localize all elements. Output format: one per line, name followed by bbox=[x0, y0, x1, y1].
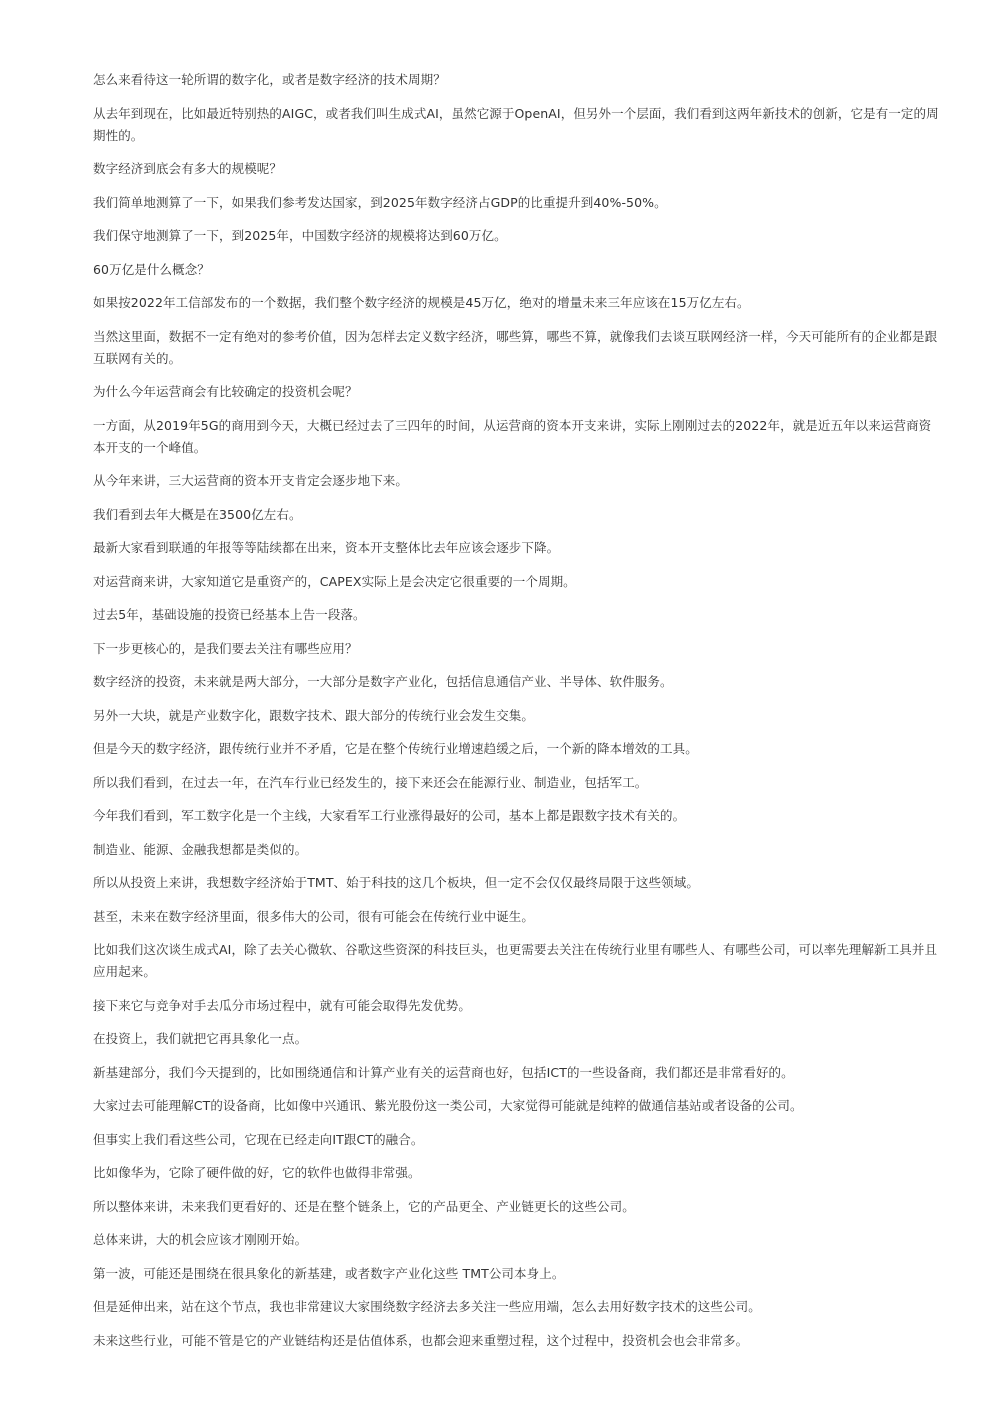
paragraph-20: 所以我们看到，在过去一年，在汽车行业已经发生的，接下来还会在能源行业、制造业，包括军工。 bbox=[93, 774, 648, 790]
paragraph-1: 怎么来看待这一轮所谓的数字化，或者是数字经济的技术周期？ bbox=[93, 72, 446, 87]
paragraph-25: 比如我们这次谈生成式AI，除了去关心微软、谷歌这些资深的科技巨头，也更需要去关注在传统行业里有哪些人、有哪些公司，可以率先理解新工具并且应用起来。 bbox=[93, 942, 938, 979]
paragraph-6: 60万亿是什么概念？ bbox=[93, 261, 210, 277]
paragraph-10: 一方面，从2019年5G的商用到今天，大概已经过去了三四年的时间，从运营商的资本开支来讲，实际上刚刚过去的2022年，就是近五年以来运营商资本开支的一个峰值。 bbox=[93, 417, 932, 455]
paragraph-36: 未来这些行业，可能不管是它的产业链结构还是估值体系，也都会迎来重塑过程，这个过程中，投资机会也会非常多。 bbox=[93, 1332, 749, 1348]
paragraph-16: 下一步更核心的，是我们要去关注有哪些应用？ bbox=[93, 640, 358, 656]
paragraph-35: 但是延伸出来，站在这个节点，我也非常建议大家围绕数字经济去多关注一些应用端，怎么去用好数字技术的这些公司。 bbox=[93, 1299, 761, 1314]
paragraph-9: 为什么今年运营商会有比较确定的投资机会呢？ bbox=[93, 384, 358, 399]
paragraph-21: 今年我们看到，军工数字化是一个主线，大家看军工行业涨得最好的公司，基本上都是跟数字技术有关的。 bbox=[93, 808, 686, 823]
paragraph-7: 如果按2022年工信部发布的一个数据，我们整个数字经济的规模是45万亿，绝对的增量未来三年应该在15万亿左右。 bbox=[93, 295, 750, 310]
paragraph-3: 数字经济到底会有多大的规模呢？ bbox=[93, 161, 283, 176]
paragraph-22: 制造业、能源、金融我想都是类似的。 bbox=[93, 841, 308, 857]
paragraph-12: 我们看到去年大概是在3500亿左右。 bbox=[93, 506, 302, 522]
paragraph-19: 但是今天的数字经济，跟传统行业并不矛盾，它是在整个传统行业增速趋缓之后，一个新的降本增效的工具。 bbox=[93, 741, 698, 756]
paragraph-11: 从今年来讲，三大运营商的资本开支肯定会逐步地下来。 bbox=[93, 473, 409, 488]
paragraph-24: 甚至，未来在数字经济里面，很多伟大的公司，很有可能会在传统行业中诞生。 bbox=[93, 908, 535, 924]
paragraph-31: 比如像华为，它除了硬件做的好，它的软件也做得非常强。 bbox=[93, 1165, 421, 1180]
paragraph-5: 我们保守地测算了一下，到2025年，中国数字经济的规模将达到60万亿。 bbox=[93, 228, 507, 243]
paragraph-13: 最新大家看到联通的年报等等陆续都在出来，资本开支整体比去年应该会逐步下降。 bbox=[93, 540, 560, 555]
paragraph-29: 大家过去可能理解CT的设备商，比如像中兴通讯、紫光股份这一类公司，大家觉得可能就是纯粹的做通信基站或者设备的公司。 bbox=[93, 1098, 803, 1113]
paragraph-23: 所以从投资上来讲，我想数字经济始于TMT、始于科技的这几个板块，但一定不会仅仅最终局限于这些领域。 bbox=[93, 875, 699, 890]
paragraph-2: 从去年到现在，比如最近特别热的AIGC，或者我们叫生成式AI，虽然它源于OpenAI，但另外一个层面，我们看到这两年新技术的创新，它是有一定的周期性的。 bbox=[93, 105, 939, 143]
paragraph-28: 新基建部分，我们今天提到的，比如围绕通信和计算产业有关的运营商也好，包括ICT的一些设备商，我们都还是非常看好的。 bbox=[93, 1064, 794, 1080]
paragraph-34: 第一波，可能还是围绕在很具象化的新基建，或者数字产业化这些 TMT公司本身上。 bbox=[93, 1265, 565, 1281]
paragraph-27: 在投资上，我们就把它再具象化一点。 bbox=[93, 1031, 308, 1046]
paragraph-18: 另外一大块，就是产业数字化，跟数字技术、跟大部分的传统行业会发生交集。 bbox=[93, 707, 535, 723]
paragraph-30: 但事实上我们看这些公司，它现在已经走向IT跟CT的融合。 bbox=[93, 1131, 424, 1147]
paragraph-26: 接下来它与竞争对手去瓜分市场过程中，就有可能会取得先发优势。 bbox=[93, 997, 472, 1013]
paragraph-33: 总体来讲，大的机会应该才刚刚开始。 bbox=[93, 1232, 308, 1247]
paragraph-14: 对运营商来讲，大家知道它是重资产的，CAPEX实际上是会决定它很重要的一个周期。 bbox=[93, 573, 576, 589]
paragraph-32: 所以整体来讲，未来我们更看好的、还是在整个链条上，它的产品更全、产业链更长的这些公司。 bbox=[93, 1198, 635, 1214]
paragraph-8: 当然这里面，数据不一定有绝对的参考价值，因为怎样去定义数字经济，哪些算，哪些不算，就像我们去谈互联网经济一样，今天可能所有的企业都是跟互联网有关的。 bbox=[93, 328, 938, 366]
paragraph-15: 过去5年，基础设施的投资已经基本上告一段落。 bbox=[93, 607, 366, 622]
paragraph-17: 数字经济的投资，未来就是两大部分，一大部分是数字产业化，包括信息通信产业、半导体、软件服务。 bbox=[93, 674, 673, 689]
paragraph-4: 我们简单地测算了一下，如果我们参考发达国家，到2025年数字经济占GDP的比重提升到40%-50%。 bbox=[93, 194, 667, 210]
